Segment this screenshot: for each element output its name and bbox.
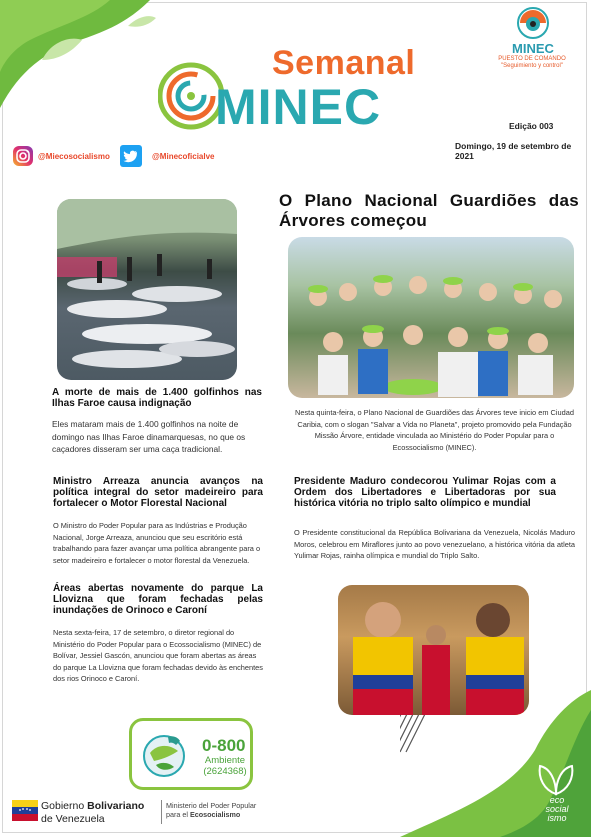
government-name-bold: Bolivariano bbox=[87, 800, 145, 812]
hotline-word: Ambiente bbox=[204, 755, 246, 766]
hotline-number: 0-800 bbox=[202, 736, 246, 755]
article-body: Nesta sexta-feira, 17 de setembro, o diretor regional do Ministério do Poder Popular para o Ecossocialismo (MINEC) de Bolívar, Jessiel Gascón, anunciou que foram abertas as áreas do parque La Llovizna que foram fechadas devido às enchentes dos rios Orinoco e Caroní. bbox=[53, 628, 263, 683]
phone-globe-icon bbox=[138, 731, 190, 781]
main-headline: O Plano Nacional Guardiões das Árvores começou bbox=[279, 191, 579, 230]
ministry-name-line1: Ministerio del Poder Popular bbox=[166, 801, 257, 810]
article-headline: Ministro Arreaza anuncia avanços na política integral do setor madeireiro para fortalecer o Motor Florestal Nacional bbox=[53, 476, 263, 509]
eco-logo-text: eco social ismo bbox=[545, 795, 569, 823]
instagram-handle[interactable]: @Miecosocialismo bbox=[38, 152, 110, 161]
government-name-line2: de Venezuela bbox=[41, 813, 105, 825]
government-name-part: Gobierno bbox=[41, 800, 88, 812]
dolphins-photo bbox=[57, 199, 237, 380]
ministry-name-part: para el bbox=[166, 810, 190, 819]
article-body: Eles mataram mais de 1.400 golfinhos na noite de domingo nas Ilhas Faroe dinamarquesas, no que os caçadores disseram ser uma caça tradicional. bbox=[52, 419, 246, 454]
org-subtitle bbox=[490, 56, 574, 70]
hotline-box[interactable] bbox=[129, 718, 253, 790]
article-headline: A morte de mais de 1.400 golfinhos nas Ilhas Faroe causa indignação bbox=[52, 387, 262, 409]
org-tagline: "Seguimiento y control" bbox=[501, 63, 563, 69]
guardians-photo bbox=[288, 237, 574, 398]
org-subtitle-text: PUESTO DE COMANDO bbox=[498, 56, 566, 62]
twitter-icon[interactable] bbox=[120, 145, 142, 167]
article-body: Nesta quinta-feira, o Plano Nacional de Guardiões das Árvores teve inicio em Ciudad Caribia, com o slogan "Salvar a Vida no Planeta", projeto promovido pela Fundação Missão Árvore, entidade vinculada ao Ministério do Poder Popular para o Ecossocialismo (MINEC). bbox=[295, 408, 574, 452]
hatch-decoration bbox=[400, 712, 426, 752]
dolphins-illustration bbox=[57, 199, 237, 380]
venezuela-flag-icon bbox=[12, 800, 38, 822]
minec-logo bbox=[516, 6, 550, 40]
footer-divider bbox=[161, 800, 162, 824]
government-name-line1 bbox=[41, 800, 144, 812]
edition-label: Edição 003 bbox=[509, 121, 554, 131]
instagram-icon[interactable] bbox=[12, 145, 34, 167]
leaf-decoration-top-left bbox=[0, 0, 160, 110]
twitter-handle[interactable]: @Minecoficialve bbox=[152, 152, 215, 161]
article-headline: Presidente Maduro condecorou Yulimar Rojas com a Ordem dos Libertadores e Libertadoras por sua histórica vitória no triplo salto olímpico e mundial bbox=[294, 476, 556, 509]
newsletter-title-bottom: MINEC bbox=[215, 79, 382, 135]
date-label: Domingo, 19 de setembro de 2021 bbox=[455, 141, 572, 161]
eco-leaf-icon bbox=[534, 760, 578, 796]
award-ceremony-photo bbox=[338, 585, 529, 715]
article-body: O Presidente constitucional da República Bolivariana da Venezuela, Nicolás Maduro Moros, celebrou em Miraflores junto ao povo venezuelano, a histórica vitória da atleta Yulimar Rojas, rainha olímpica e mundial do Triplo Salto. bbox=[294, 528, 575, 560]
award-ceremony-illustration bbox=[338, 585, 529, 715]
newsletter-title-top: Semanal bbox=[272, 44, 416, 82]
hotline-alt-number: (2624368) bbox=[203, 766, 247, 777]
ministry-name-line2 bbox=[166, 810, 240, 819]
article-body: O Ministro do Poder Popular para as Indústrias e Produção Nacional, Jorge Arreaza, anunciou que seu escritório está trabalhando para fazer avançar uma política abrangente para o setor madeireiro e fortalecer o motor florestal da Venezuela. bbox=[53, 521, 261, 565]
org-name: MINEC bbox=[512, 41, 554, 56]
article-headline: Áreas abertas novamente do parque La Llovizna que foram fechadas pelas inundações de Orinoco e Caroní bbox=[53, 583, 263, 616]
ministry-name-bold: Ecosocialismo bbox=[189, 810, 241, 819]
guardians-illustration bbox=[288, 237, 574, 398]
